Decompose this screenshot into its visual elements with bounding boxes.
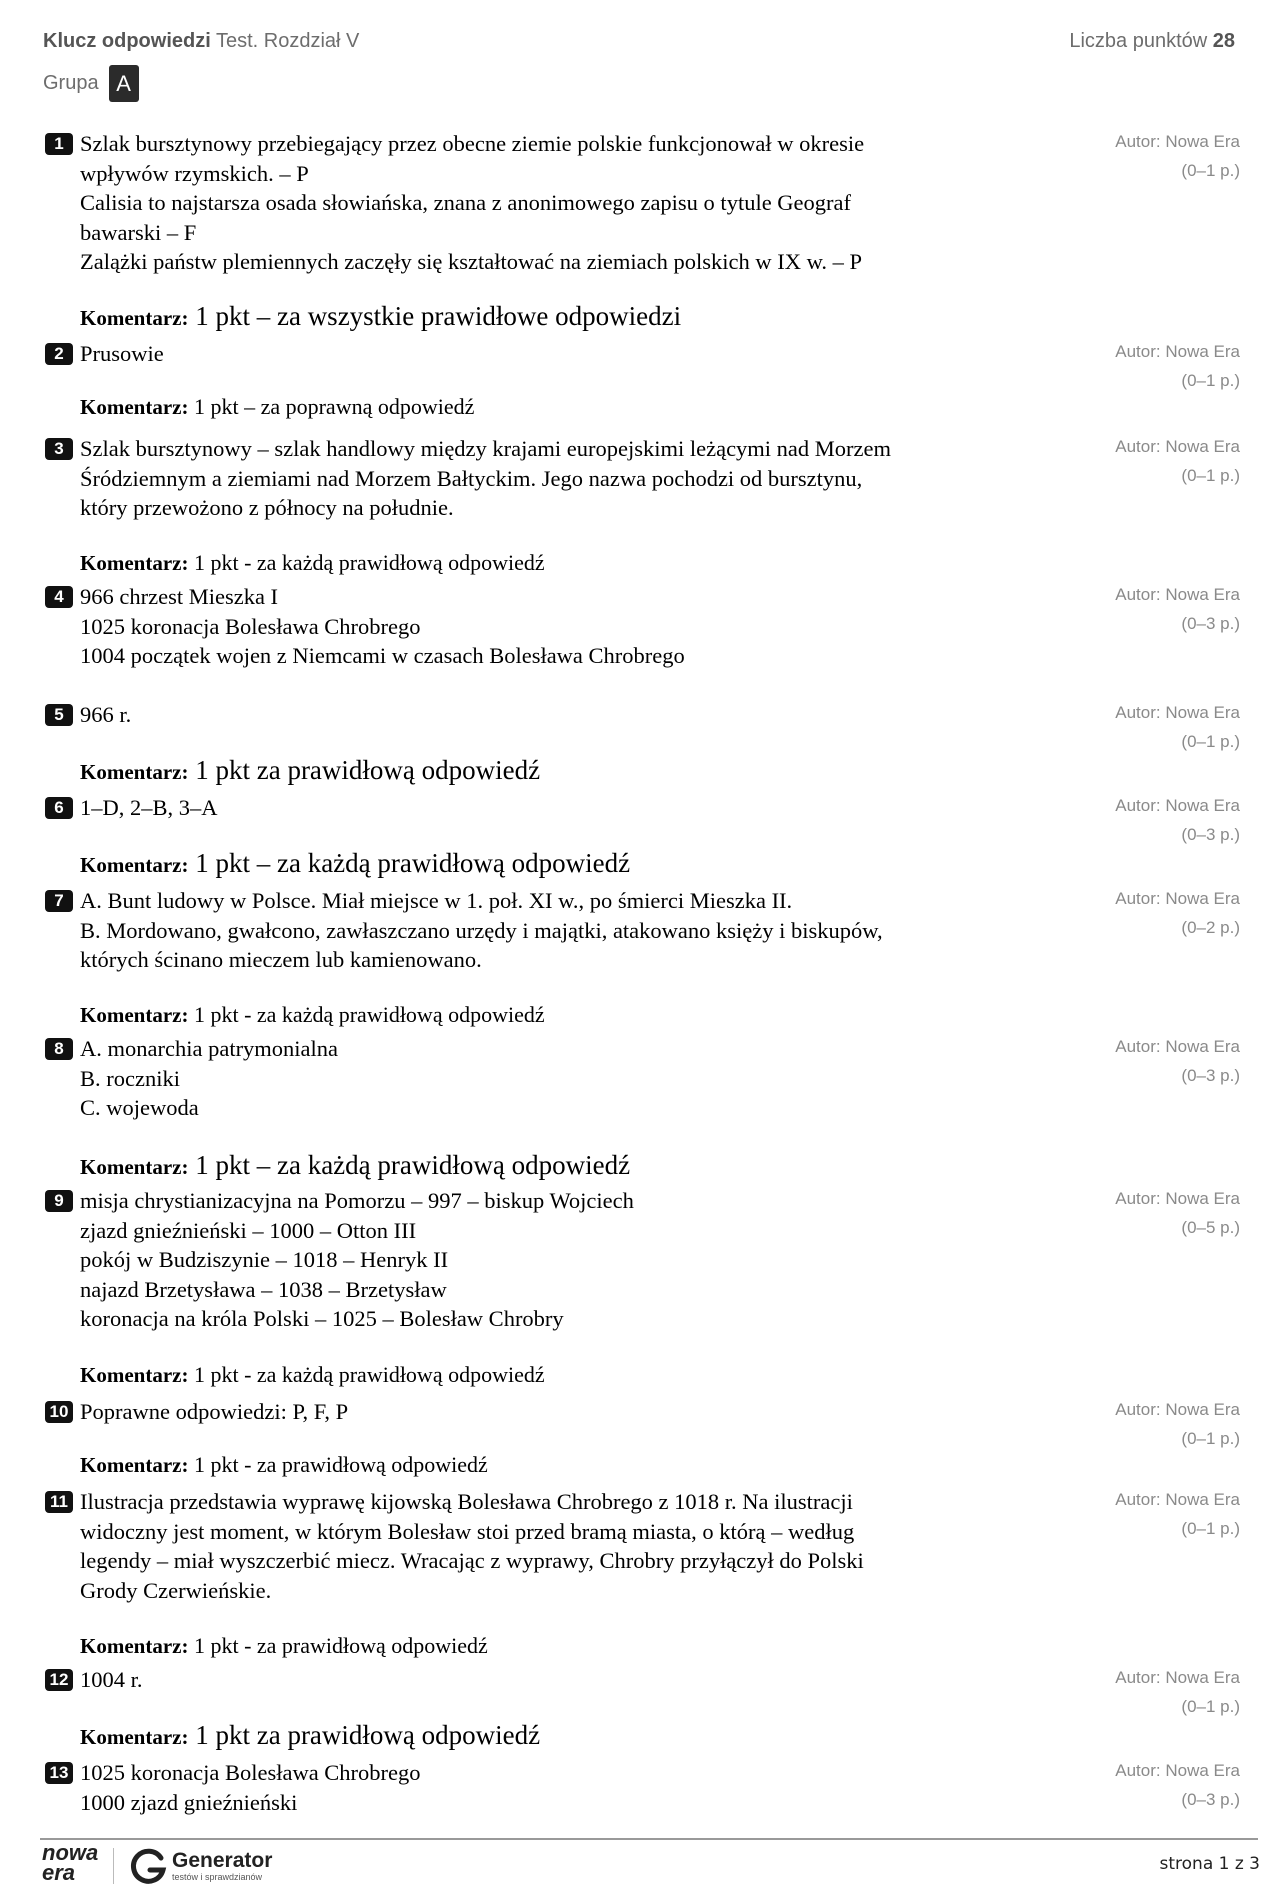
answer-line: 1025 koronacja Bolesława Chrobrego: [80, 1760, 421, 1785]
answer-line: A. monarchia patrymonialna: [80, 1036, 339, 1061]
comment-text: 1 pkt - za każdą prawidłową odpowiedź: [188, 1002, 545, 1027]
comment-text: 1 pkt - za prawidłową odpowiedź: [188, 1452, 488, 1477]
answer-line: 966 r.: [80, 702, 132, 727]
answer-text: [80, 339, 1010, 369]
question-number-badge: 8: [45, 1038, 73, 1060]
doc-title-rest: Test. Rozdział V: [210, 30, 360, 52]
comment-label: Komentarz:: [80, 760, 189, 784]
comment: [80, 755, 540, 786]
comment-text: 1 pkt za prawidłową odpowiedź: [188, 1720, 541, 1750]
points-label: Liczba punktów: [1069, 30, 1213, 52]
question-meta: [1040, 1395, 1240, 1453]
comment-label: Komentarz:: [80, 1363, 189, 1387]
question-meta: [1040, 1663, 1240, 1721]
author-label: Autor: Nowa Era: [1115, 1400, 1240, 1419]
answer-line: C. wojewoda: [80, 1095, 199, 1120]
question-meta: [1040, 580, 1240, 638]
comment: [80, 848, 630, 879]
nowa-era-logo: nowa era: [42, 1840, 99, 1885]
question-meta: [1040, 432, 1240, 490]
comment: [80, 1720, 540, 1751]
points-range: (0–3 p.): [1181, 1790, 1240, 1809]
answer-text: [80, 434, 1010, 523]
group-indicator: [43, 65, 139, 102]
comment-text: 1 pkt – za wszystkie prawidłowe odpowiedzi: [188, 301, 682, 331]
comment: [80, 1452, 488, 1478]
comment: [80, 1362, 545, 1388]
answer-line: Calisia to najstarsza osada słowiańska, znana z anonimowego zapisu o tytule Geograf: [80, 190, 852, 215]
answer-line: 966 chrzest Mieszka I: [80, 584, 279, 609]
author-label: Autor: Nowa Era: [1115, 889, 1240, 908]
generator-subtitle: testów i sprawdzianów: [172, 1872, 263, 1882]
question-meta: [1040, 791, 1240, 849]
points-range: (0–3 p.): [1181, 825, 1240, 844]
answer-text: [80, 1665, 1010, 1695]
answer-line: pokój w Budziszynie – 1018 – Henryk II: [80, 1247, 449, 1272]
author-label: Autor: Nowa Era: [1115, 1037, 1240, 1056]
answer-line: Prusowie: [80, 341, 164, 366]
question-meta: [1040, 698, 1240, 756]
answer-text: [80, 129, 1010, 277]
comment-text: 1 pkt - za każdą prawidłową odpowiedź: [188, 550, 545, 575]
comment-label: Komentarz:: [80, 1003, 189, 1027]
question-number-badge: 13: [45, 1762, 73, 1784]
question-number-badge: 4: [45, 586, 73, 608]
answer-text: [80, 1758, 1010, 1817]
question-meta: [1040, 337, 1240, 395]
comment-text: 1 pkt – za każdą prawidłową odpowiedź: [188, 1150, 631, 1180]
points-range: (0–1 p.): [1181, 1429, 1240, 1448]
answer-line: Szlak bursztynowy przebiegający przez obecne ziemie polskie funkcjonował w okresie: [80, 131, 865, 156]
question-number-badge: 7: [45, 890, 73, 912]
doc-title-bold: Klucz odpowiedzi: [43, 30, 211, 52]
author-label: Autor: Nowa Era: [1115, 1490, 1240, 1509]
generator-title: Generator: [172, 1849, 273, 1872]
comment-label: Komentarz:: [80, 1634, 189, 1658]
comment: [80, 1002, 545, 1028]
author-label: Autor: Nowa Era: [1115, 1761, 1240, 1780]
answer-line: Zalążki państw plemiennych zaczęły się kształtować na ziemiach polskich w IX w. – P: [80, 249, 863, 274]
answer-line: Szlak bursztynowy – szlak handlowy między krajami europejskimi leżącymi nad Morzem: [80, 436, 892, 461]
answer-line: których ścinano mieczem lub kamienowano.: [80, 947, 482, 972]
answer-line: 1004 początek wojen z Niemcami w czasach Bolesława Chrobrego: [80, 643, 685, 668]
comment-text: 1 pkt - za prawidłową odpowiedź: [188, 1633, 488, 1658]
answer-text: [80, 1186, 1010, 1334]
question-meta: [1040, 884, 1240, 942]
comment: [80, 1150, 630, 1181]
comment-label: Komentarz:: [80, 551, 189, 575]
comment-text: 1 pkt – za poprawną odpowiedź: [188, 394, 475, 419]
answer-line: który przewożono z północy na południe.: [80, 495, 454, 520]
points-range: (0–5 p.): [1181, 1218, 1240, 1237]
answer-line: najazd Brzetysława – 1038 – Brzetysław: [80, 1276, 447, 1302]
group-badge: A: [109, 65, 139, 102]
question-number-badge: 9: [45, 1190, 73, 1212]
footer-divider: [40, 1838, 1258, 1840]
question-number-badge: 6: [45, 797, 73, 819]
answer-line: koronacja na króla Polski – 1025 – Bolesław Chrobry: [80, 1306, 564, 1331]
generator-g-icon: [128, 1846, 168, 1886]
question-meta: [1040, 1756, 1240, 1814]
question-number-badge: 3: [45, 438, 73, 460]
answer-line: 1004 r.: [80, 1667, 143, 1692]
points-range: (0–1 p.): [1181, 1519, 1240, 1538]
group-label: Grupa: [43, 72, 99, 94]
question-number-badge: 1: [45, 133, 73, 155]
author-label: Autor: Nowa Era: [1115, 796, 1240, 815]
question-number-badge: 12: [45, 1669, 73, 1691]
question-meta: [1040, 1485, 1240, 1543]
answer-line: Śródziemnym a ziemiami nad Morzem Bałtyckim. Jego nazwa pochodzi od bursztynu,: [80, 465, 863, 491]
comment-text: 1 pkt - za każdą prawidłową odpowiedź: [188, 1362, 545, 1387]
generator-logo: [128, 1846, 272, 1886]
author-label: Autor: Nowa Era: [1115, 1189, 1240, 1208]
answer-text: [80, 793, 1010, 823]
comment-text: 1 pkt za prawidłową odpowiedź: [188, 755, 541, 785]
logo-separator: [113, 1848, 114, 1884]
answer-text: [80, 582, 1010, 671]
comment-label: Komentarz:: [80, 1155, 189, 1179]
author-label: Autor: Nowa Era: [1115, 1668, 1240, 1687]
answer-line: wpływów rzymskich. – P: [80, 160, 309, 186]
answer-line: 1000 zjazd gnieźnieński: [80, 1789, 298, 1815]
answer-line: Grody Czerwieńskie.: [80, 1577, 272, 1603]
answer-line: B. roczniki: [80, 1065, 180, 1091]
answer-line: legendy – miał wyszczerbić miecz. Wracając z wyprawy, Chrobry przyłączył do Polski: [80, 1548, 864, 1573]
points-range: (0–3 p.): [1181, 1066, 1240, 1085]
points-range: (0–1 p.): [1181, 371, 1240, 390]
comment-label: Komentarz:: [80, 853, 189, 877]
comment-label: Komentarz:: [80, 1725, 189, 1749]
answer-line: A. Bunt ludowy w Polsce. Miał miejsce w 1. poł. XI w., po śmierci Mieszka II.: [80, 888, 793, 913]
answer-line: 1–D, 2–B, 3–A: [80, 795, 218, 820]
answer-line: widoczny jest moment, w którym Bolesław stoi przed bramą miasta, o którą – według: [80, 1518, 855, 1544]
answer-text: [80, 1397, 1010, 1427]
author-label: Autor: Nowa Era: [1115, 132, 1240, 151]
author-label: Autor: Nowa Era: [1115, 437, 1240, 456]
doc-title: [43, 30, 359, 53]
points-total: [1069, 30, 1235, 53]
question-meta: [1040, 1184, 1240, 1242]
author-label: Autor: Nowa Era: [1115, 703, 1240, 722]
answer-text: [80, 886, 1010, 975]
comment: [80, 394, 474, 420]
answer-text: [80, 700, 1010, 730]
points-range: (0–1 p.): [1181, 466, 1240, 485]
points-range: (0–1 p.): [1181, 732, 1240, 751]
points-range: (0–1 p.): [1181, 161, 1240, 180]
points-range: (0–3 p.): [1181, 614, 1240, 633]
question-meta: [1040, 1032, 1240, 1090]
comment: [80, 550, 545, 576]
answer-line: B. Mordowano, gwałcono, zawłaszczano urzędy i majątki, atakowano księży i biskupów,: [80, 917, 883, 943]
comment-label: Komentarz:: [80, 306, 189, 330]
page-number: strona 1 z 3: [1159, 1854, 1260, 1874]
comment-label: Komentarz:: [80, 395, 189, 419]
answer-line: bawarski – F: [80, 219, 197, 245]
author-label: Autor: Nowa Era: [1115, 585, 1240, 604]
answer-line: 1025 koronacja Bolesława Chrobrego: [80, 613, 421, 639]
question-number-badge: 2: [45, 343, 73, 365]
author-label: Autor: Nowa Era: [1115, 342, 1240, 361]
answer-line: Poprawne odpowiedzi: P, F, P: [80, 1399, 349, 1424]
question-number-badge: 5: [45, 704, 73, 726]
points-range: (0–1 p.): [1181, 1697, 1240, 1716]
comment-label: Komentarz:: [80, 1453, 189, 1477]
answer-text: [80, 1034, 1010, 1123]
answer-text: [80, 1487, 1010, 1605]
comment-text: 1 pkt – za każdą prawidłową odpowiedź: [188, 848, 631, 878]
answer-line: zjazd gnieźnieński – 1000 – Otton III: [80, 1217, 417, 1243]
question-meta: [1040, 127, 1240, 185]
points-range: (0–2 p.): [1181, 918, 1240, 937]
answer-line: misja chrystianizacyjna na Pomorzu – 997 – biskup Wojciech: [80, 1188, 634, 1213]
question-number-badge: 10: [45, 1401, 73, 1423]
points-value: 28: [1212, 30, 1235, 52]
answer-line: Ilustracja przedstawia wyprawę kijowską Bolesława Chrobrego z 1018 r. Na ilustracji: [80, 1489, 853, 1514]
question-number-badge: 11: [45, 1491, 73, 1513]
comment: [80, 301, 681, 332]
comment: [80, 1633, 488, 1659]
